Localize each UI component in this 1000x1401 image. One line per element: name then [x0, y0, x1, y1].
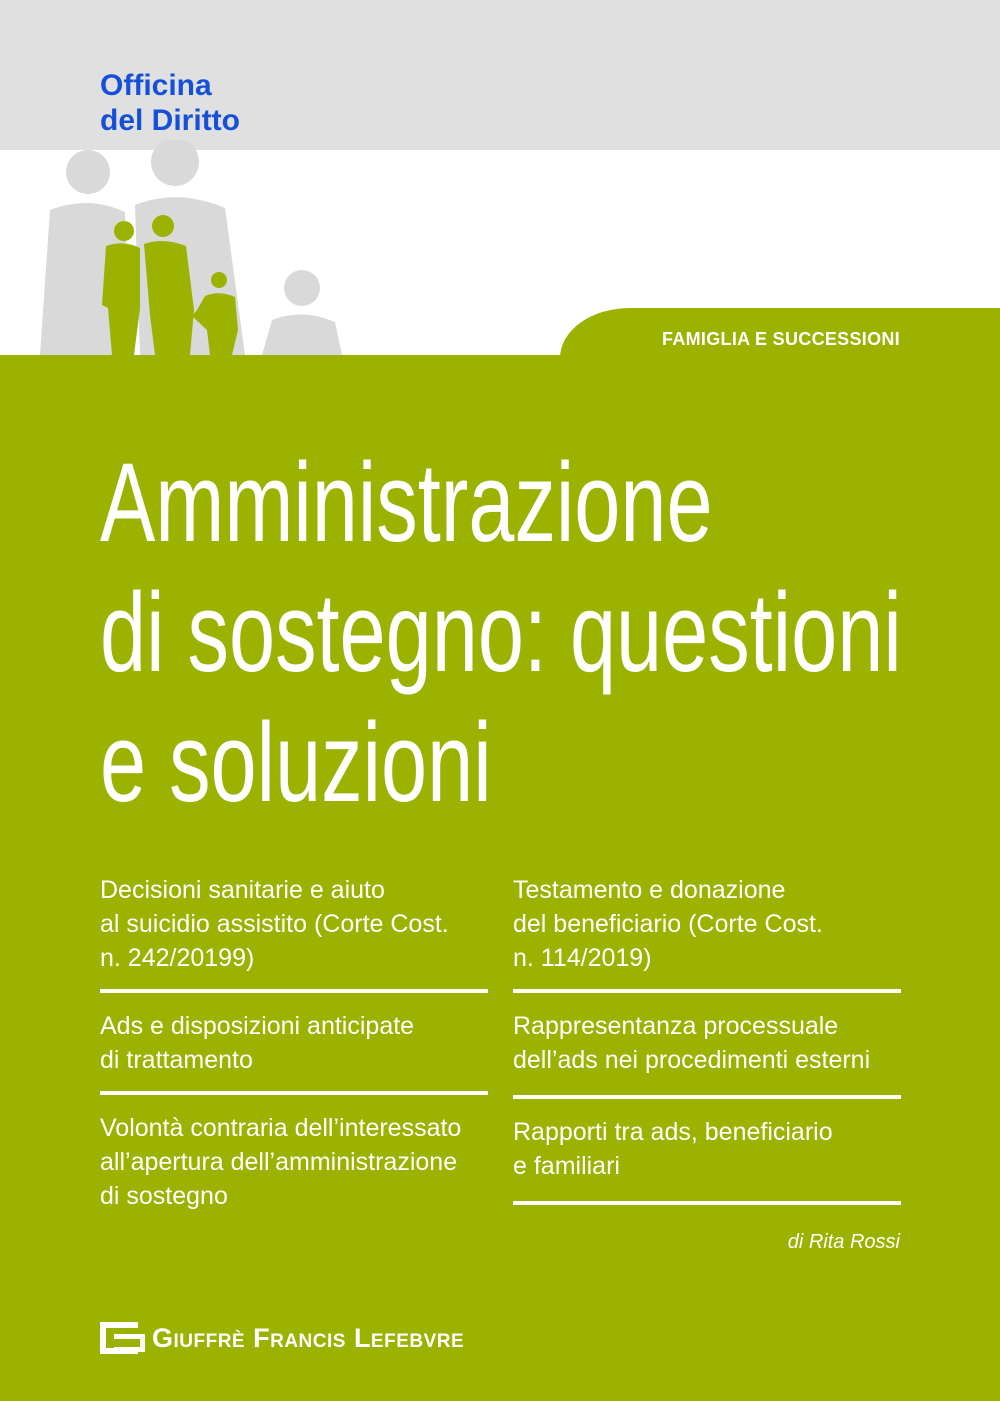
series-logo: [100, 68, 240, 138]
topics-right: [513, 873, 901, 1221]
author: di Rita Rossi: [787, 1231, 900, 1253]
book-title: [100, 438, 902, 828]
topic-item: Ads e disposizioni anticipate di trattamento: [100, 1012, 415, 1074]
topic-item: Decisioni sanitarie e aiuto al suicidio assistito (Corte Cost. n. 242/20199): [100, 873, 488, 993]
series-line-1: Officina: [100, 69, 212, 102]
title-line-1: Amministrazione: [100, 440, 713, 565]
category-label: FAMIGLIA E SUCCESSIONI: [662, 329, 900, 349]
divider: [100, 1091, 488, 1095]
publisher-mark-icon: [100, 1322, 138, 1354]
topic-item: Rapporti tra ads, beneficiario e familiari: [513, 1115, 901, 1205]
topic-item: Volontà contraria dell’interessato all’apertura dell’amministrazione di sostegno: [100, 1114, 462, 1210]
topic-item: Rappresentanza processuale dell’ads nei procedimenti esterni: [513, 1009, 901, 1099]
family-silhouette-illustration: [0, 140, 360, 355]
publisher-name: Giuffrè Francis Lefebvre: [152, 1322, 465, 1353]
series-line-2: del Diritto: [100, 104, 240, 137]
topics-left: [100, 873, 488, 1243]
publisher-logo: [100, 1322, 464, 1354]
title-line-3: e soluzioni: [100, 700, 492, 825]
topic-item: Testamento e donazione del beneficiario (Corte Cost. n. 114/2019): [513, 873, 901, 993]
title-line-2: di sostegno: questioni: [100, 570, 902, 695]
